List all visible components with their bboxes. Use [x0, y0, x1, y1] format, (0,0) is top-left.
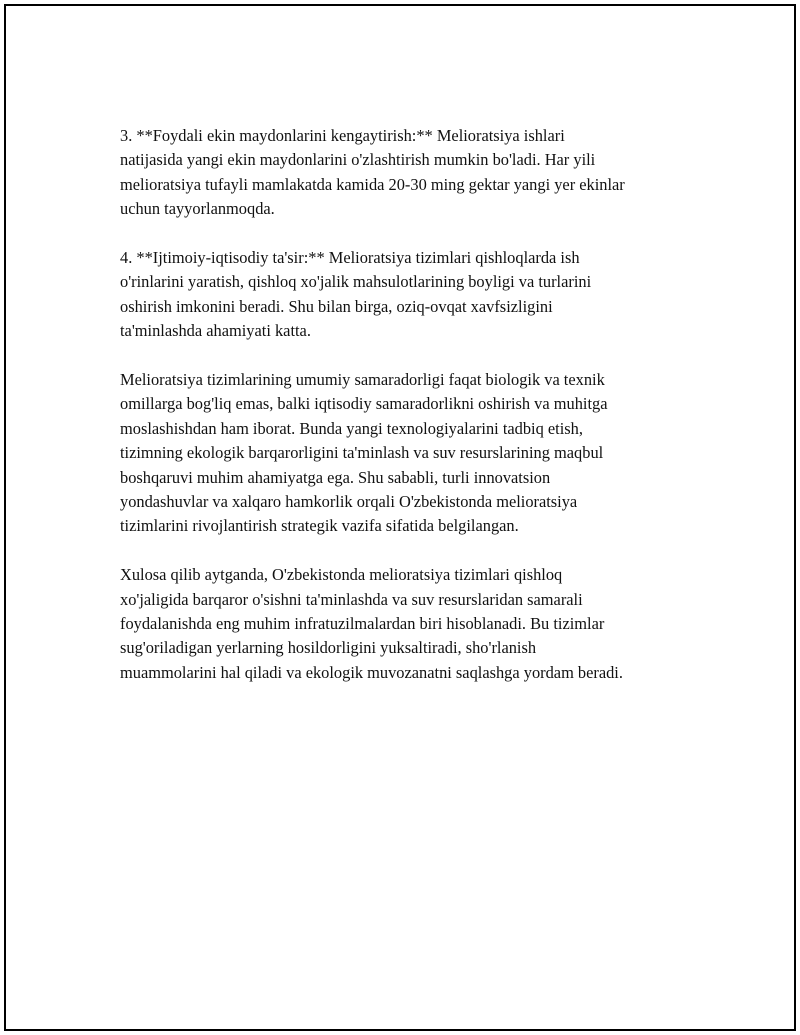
text-line: melioratsiya tufayli mamlakatda kamida 20-30 ming gektar yangi yer ekinlar: [120, 174, 625, 194]
text-line: tizimlarini rivojlantirish strategik vazifa sifatida belgilangan.: [120, 516, 519, 536]
text-line: 4. **Ijtimoiy-iqtisodiy ta'sir:** Melioratsiya tizimlari qishloqlarda ish: [120, 248, 580, 268]
text-line: moslashishdan ham iborat. Bunda yangi texnologiyalarini tadbiq etish,: [120, 418, 583, 438]
text-line: tizimning ekologik barqarorligini ta'minlash va suv resurslarining maqbul: [120, 443, 604, 463]
text-line: foydalanishda eng muhim infratuzilmalardan biri hisoblanadi. Bu tizimlar: [120, 614, 605, 634]
document-body: [120, 124, 690, 710]
text-line: Melioratsiya tizimlarining umumiy samaradorligi faqat biologik va texnik: [120, 370, 605, 390]
text-line: oshirish imkonini beradi. Shu bilan birga, oziq-ovqat xavfsizligini: [120, 296, 553, 316]
text-line: o'rinlarini yaratish, qishloq xo'jalik mahsulotlarining boyligi va turlarini: [120, 272, 592, 292]
text-line: yondashuvlar va xalqaro hamkorlik orqali O'zbekistonda melioratsiya: [120, 492, 578, 512]
paragraph-socioeconomic-impact: [120, 246, 690, 344]
text-line: muammolarini hal qiladi va ekologik muvozanatni saqlashga yordam beradi.: [120, 662, 623, 682]
text-line: boshqaruvi muhim ahamiyatga ega. Shu sababli, turli innovatsion: [120, 467, 551, 487]
text-line: uchun tayyorlanmoqda.: [120, 199, 275, 219]
page-frame: [4, 4, 796, 1031]
text-line: xo'jaligida barqaror o'sishni ta'minlashda va suv resurslaridan samarali: [120, 589, 583, 609]
paragraph-conclusion: [120, 563, 690, 685]
text-line: 3. **Foydali ekin maydonlarini kengaytirish:** Melioratsiya ishlari: [120, 126, 565, 145]
text-line: natijasida yangi ekin maydonlarini o'zlashtirish mumkin bo'ladi. Har yili: [120, 150, 596, 170]
text-line: Xulosa qilib aytganda, O'zbekistonda melioratsiya tizimlari qishloq: [120, 565, 563, 585]
text-line: ta'minlashda ahamiyati katta.: [120, 321, 311, 341]
text-line: omillarga bog'liq emas, balki iqtisodiy samaradorlikni oshirish va muhitga: [120, 394, 608, 414]
paragraph-overall-efficiency: [120, 368, 690, 539]
paragraph-farmland-expansion: [120, 124, 690, 222]
text-line: sug'oriladigan yerlarning hosildorligini yuksaltiradi, sho'rlanish: [120, 638, 537, 658]
